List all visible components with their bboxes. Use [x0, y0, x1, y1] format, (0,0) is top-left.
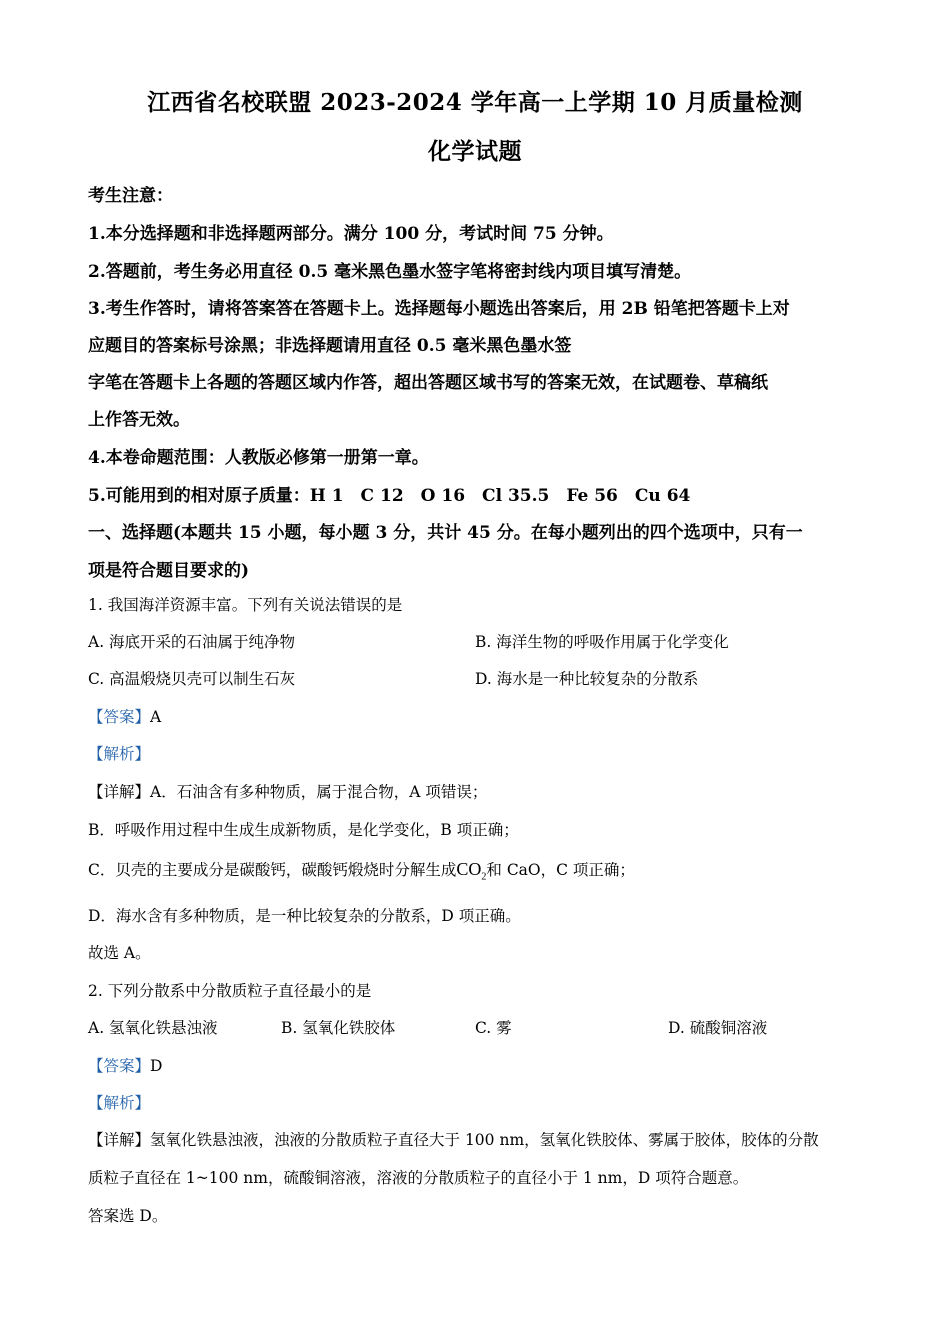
q2-conclusion: 答案选 D。 [88, 1207, 168, 1225]
q2-detail-2: 质粒子直径在 1~100 nm，硫酸铜溶液，溶液的分散质粒子的直径小于 1 nm，D 项符合题意。 [88, 1169, 749, 1187]
q1-conclusion: 故选 A。 [88, 944, 151, 962]
notice-item-3-line-2: 应题目的答案标号涂黑；非选择题请用直径 0.5 毫米黑色墨水签 [88, 336, 572, 356]
q1-option-a: A. 海底开采的石油属于纯净物 [88, 633, 296, 651]
co2-formula [456, 859, 487, 883]
notice-item-3-line-3: 字笔在答题卡上各题的答题区域内作答，超出答题区域书写的答案无效，在试题卷、草稿纸 [88, 373, 768, 393]
section-heading-line-2: 项是符合题目要求的) [88, 561, 250, 581]
analysis-tag: 【解析】 [88, 1094, 151, 1112]
q1-detail-1-text: A．石油含有多种物质，属于混合物，A 项错误； [150, 783, 488, 801]
notice-heading: 考生注意： [88, 186, 173, 206]
q1-option-d: D. 海水是一种比较复杂的分散系 [475, 670, 699, 688]
detail-tag: 【详解】 [88, 783, 151, 801]
co2-formula-base: CO [456, 859, 482, 879]
q2-stem: 2. 下列分散系中分散质粒子直径最小的是 [88, 982, 372, 1000]
page-title: 江西省名校联盟 2023-2024 学年高一上学期 10 月质量检测 [147, 89, 803, 116]
co2-formula-subscript: 2 [481, 871, 487, 883]
q2-option-d: D. 硫酸铜溶液 [668, 1019, 768, 1037]
notice-item-3-line-1: 3.考生作答时，请将答案答在答题卡上。选择题每小题选出答案后，用 2B 铅笔把答题卡上对 [88, 299, 790, 319]
section-heading-line-1: 一、选择题(本题共 15 小题，每小题 3 分，共计 45 分。在每小题列出的四个选项中，只有一 [88, 523, 803, 543]
notice-item-3-line-4: 上作答无效。 [88, 410, 190, 430]
answer-tag: 【答案】 [88, 1057, 151, 1075]
q1-stem: 1. 我国海洋资源丰富。下列有关说法错误的是 [88, 596, 403, 614]
analysis-tag: 【解析】 [88, 745, 151, 763]
page-subtitle: 化学试题 [428, 138, 522, 165]
notice-item-4: 4.本卷命题范围：人教版必修第一册第一章。 [88, 448, 429, 468]
notice-item-1: 1.本分选择题和非选择题两部分。满分 100 分，考试时间 75 分钟。 [88, 224, 614, 244]
detail-tag: 【详解】 [88, 1131, 151, 1149]
q2-answer-value: D [150, 1057, 163, 1075]
q2-analysis [88, 1091, 150, 1113]
q1-detail-3-text-b: 和 CaO，C 项正确； [486, 861, 635, 879]
q1-answer-value: A [150, 708, 162, 726]
q1-answer [88, 705, 161, 727]
q1-detail-3 [88, 858, 635, 883]
q2-detail-1 [88, 1128, 819, 1150]
notice-item-2: 2.答题前，考生务必用直径 0.5 毫米黑色墨水签字笔将密封线内项目填写清楚。 [88, 262, 692, 282]
answer-tag: 【答案】 [88, 708, 151, 726]
q1-detail-2: B．呼吸作用过程中生成生成新物质，是化学变化，B 项正确； [88, 821, 519, 839]
q2-option-b: B. 氢氧化铁胶体 [281, 1019, 396, 1037]
q2-answer [88, 1054, 162, 1076]
q2-detail-1-text: 氢氧化铁悬浊液，浊液的分散质粒子直径大于 100 nm，氢氧化铁胶体、雾属于胶体，胶体的分散 [150, 1131, 819, 1149]
q1-detail-1 [88, 780, 487, 802]
q2-option-c: C. 雾 [475, 1019, 512, 1037]
q1-option-c: C. 高温煅烧贝壳可以制生石灰 [88, 670, 296, 688]
q2-option-a: A. 氢氧化铁悬浊液 [88, 1019, 218, 1037]
q1-option-b: B. 海洋生物的呼吸作用属于化学变化 [475, 633, 729, 651]
q1-detail-3-text-a: C．贝壳的主要成分是碳酸钙，碳酸钙煅烧时分解生成 [88, 861, 457, 879]
q1-detail-4: D．海水含有多种物质，是一种比较复杂的分散系，D 项正确。 [88, 907, 521, 925]
q1-analysis [88, 742, 150, 764]
notice-item-5: 5.可能用到的相对原子质量：H 1 C 12 O 16 Cl 35.5 Fe 56 Cu 64 [88, 486, 691, 506]
